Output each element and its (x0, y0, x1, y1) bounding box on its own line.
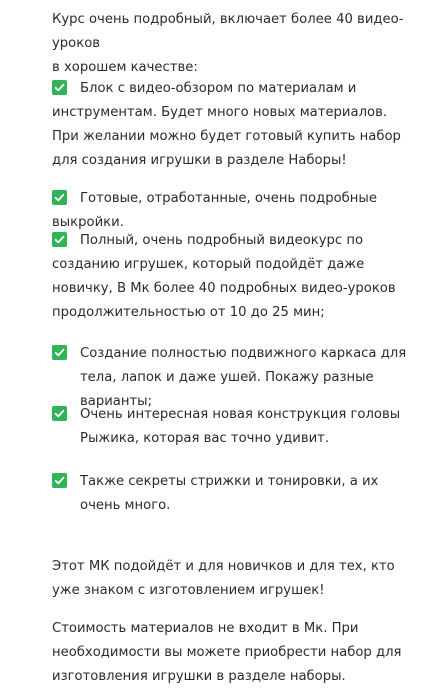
checklist-item-text: Готовые, отработанные, очень подробные выкройки. (52, 191, 377, 230)
checklist-item-text: Также секреты стрижки и тонировки, а их очень много. (80, 474, 379, 513)
checklist-item-patterns (52, 187, 412, 235)
intro-text (52, 8, 412, 80)
check-icon (52, 232, 67, 247)
check-icon (52, 473, 67, 488)
outro-materials-cost-text: Стоимость материалов не входит в Мк. При необходимости вы можете приобрести набор для изготовления игрушки в разделе наборы. (52, 621, 402, 684)
intro-line-1: Курс очень подробный, включает более 40 видео-уроков (52, 12, 404, 51)
checklist-item-text: Создание полностью подвижного каркаса для тела, лапок и даже ушей. Покажу разные варианты; (80, 346, 407, 409)
check-icon (52, 190, 67, 205)
check-icon (52, 406, 67, 421)
checklist-item-videocourse (52, 229, 412, 325)
checklist-item-text: Очень интересная новая конструкция головы Рыжика, которая вас точно удивит. (80, 407, 401, 446)
checklist-item-grooming (52, 470, 412, 518)
intro-line-2: в хорошем качестве: (52, 60, 198, 75)
outro-audience-text: Этот МК подойдёт и для новичков и для тех, кто уже знаком с изготовлением игрушек! (52, 559, 395, 598)
checklist-item-head (52, 403, 412, 451)
checklist-item-text: Полный, очень подробный видеокурс по созданию игрушек, который подойдёт даже новичку, В Мк более 40 подробных видео-уроков продолжительностью от 10 до 25 мин; (52, 233, 396, 320)
checklist-item-text: Блок с видео-обзором по материалам и инструментам. Будет много новых материалов. При желании можно будет готовый купить набор для создания игрушки в разделе Наборы! (52, 81, 401, 168)
checklist-item-materials (52, 77, 412, 173)
check-icon (52, 80, 67, 95)
check-icon (52, 345, 67, 360)
